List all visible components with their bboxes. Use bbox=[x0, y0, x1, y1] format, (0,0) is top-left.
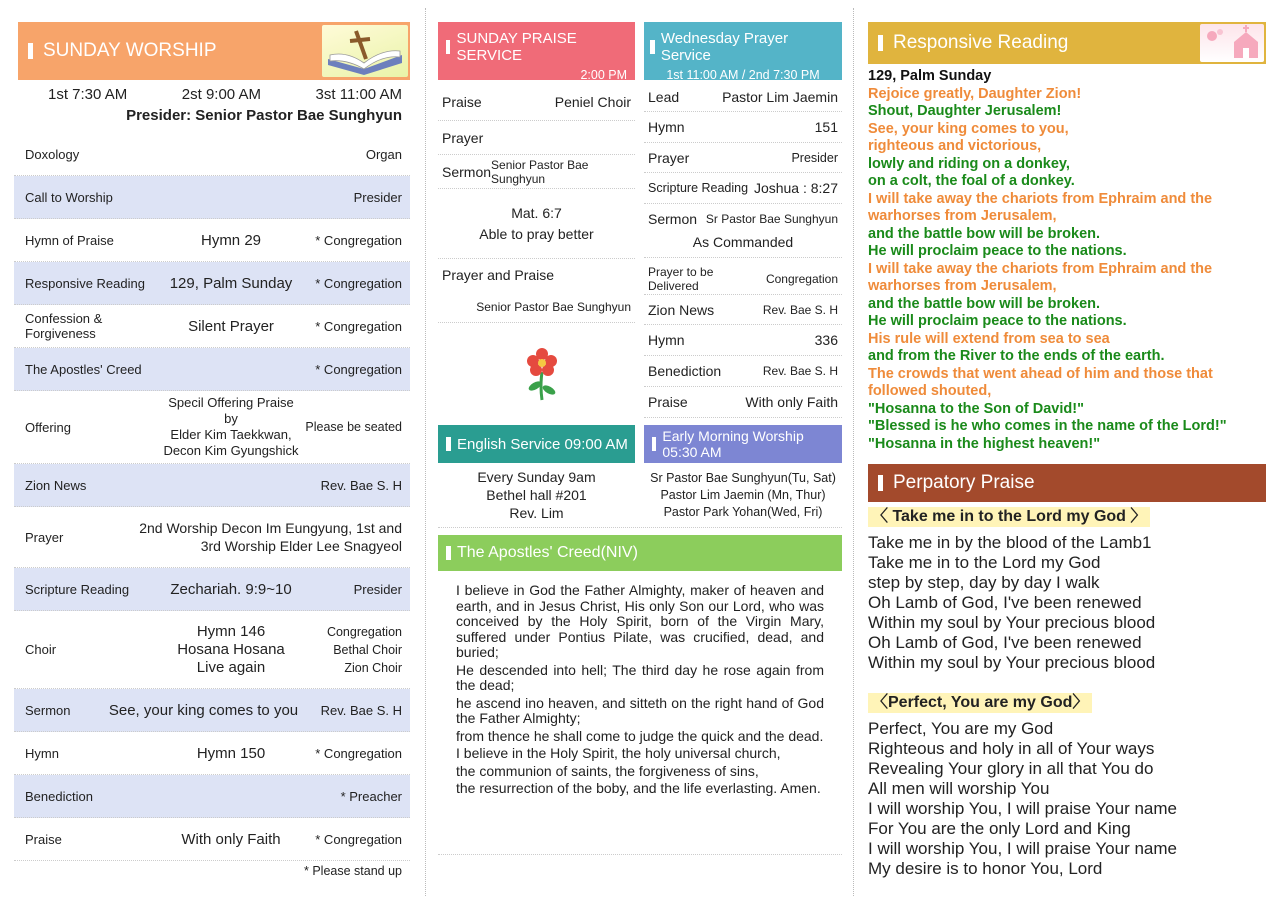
wed-value: Presider bbox=[791, 150, 838, 165]
song-line: Within my soul by Your precious blood bbox=[868, 613, 1156, 632]
song-line: Revealing Your glory in all that You do bbox=[868, 759, 1154, 778]
order-row bbox=[14, 305, 410, 348]
early-line: Pastor Lim Jaemin (Mn, Thur) bbox=[660, 488, 826, 502]
creed-paragraph: from thence he shall come to judge the quick and the dead. bbox=[456, 727, 824, 744]
creed-text bbox=[456, 583, 824, 799]
order-row bbox=[14, 689, 410, 732]
song-line: For You are the only Lord and King bbox=[868, 819, 1131, 838]
order-label: The Apostles' Creed bbox=[25, 361, 142, 377]
song-title: 〈 Take me in to the Lord my God 〉 bbox=[868, 507, 1150, 527]
order-row bbox=[14, 219, 410, 262]
creed-paragraph: He descended into hell; The third day he rose again from the dead; bbox=[456, 661, 824, 693]
order-label: Sermon bbox=[25, 702, 71, 718]
sermon-title: Able to pray better bbox=[479, 225, 594, 242]
order-label: Call to Worship bbox=[25, 189, 113, 205]
wednesday-body bbox=[644, 82, 842, 258]
order-label: Hymn of Praise bbox=[25, 232, 114, 248]
bible-icon bbox=[322, 25, 408, 77]
wednesday-time: 1st 11:00 AM / 2nd 7:30 PM bbox=[666, 68, 820, 82]
wed-label: Prayer bbox=[648, 149, 690, 166]
song-line: All men will worship You bbox=[868, 779, 1050, 798]
wed-label: Praise bbox=[648, 394, 688, 410]
sunday-praise-title: SUNDAY PRAISE SERVICE bbox=[456, 30, 577, 64]
order-label: Hymn bbox=[25, 745, 59, 761]
sermon-value: Senior Pastor Bae Sunghyun bbox=[491, 157, 589, 186]
wed-value: Rev. Bae S. H bbox=[762, 364, 838, 378]
divider bbox=[438, 854, 842, 855]
wed-row bbox=[644, 264, 842, 295]
wed-label: Prayer to be Delivered bbox=[648, 265, 714, 293]
order-row bbox=[14, 611, 410, 689]
wed-label: Hymn bbox=[648, 119, 685, 135]
offering-line: Specil Offering Praise by bbox=[168, 395, 294, 426]
creed-title: The Apostles' Creed(NIV) bbox=[457, 544, 638, 561]
offering-line: Elder Kim Taekkwan, bbox=[170, 427, 292, 442]
prayer-row bbox=[438, 121, 635, 155]
order-right: * Congregation bbox=[315, 361, 402, 377]
choir-line: Hosana Hosana bbox=[177, 640, 285, 658]
choir-line: Live again bbox=[196, 658, 266, 676]
song-line: Perfect, You are my God bbox=[868, 719, 1054, 738]
wednesday-body-2 bbox=[644, 264, 842, 418]
reading-line: and the battle bow will be broken. bbox=[868, 295, 1101, 312]
scripture-ref: Mat. 6:7 bbox=[511, 204, 562, 221]
order-mid: Silent Prayer bbox=[188, 317, 274, 335]
creed-paragraph: he ascend ino heaven, and sitteth on the right hand of God the Father Almighty; bbox=[456, 694, 824, 726]
creed-paragraph: I believe in the Holy Spirit, the holy universal church, bbox=[456, 745, 781, 761]
creed-paragraph: the resurrection of the boby, and the life everlasting. Amen. bbox=[456, 780, 821, 796]
order-label: Responsive Reading bbox=[25, 275, 145, 291]
order-row bbox=[14, 775, 410, 818]
wed-row bbox=[644, 325, 842, 356]
praise-value: Peniel Choir bbox=[554, 94, 631, 110]
reading-line: on a colt, the foal of a donkey. bbox=[868, 173, 1075, 189]
wed-sermon-title-row bbox=[644, 234, 842, 258]
order-row bbox=[14, 818, 410, 861]
order-right: * Preacher bbox=[340, 788, 402, 804]
wed-row bbox=[644, 356, 842, 387]
order-right: * Congregation bbox=[315, 831, 402, 847]
reading-line: I will take away the chariots from Ephraim and the warhorses from Jerusalem, bbox=[868, 260, 1213, 294]
wed-row bbox=[644, 112, 842, 143]
song-line: Oh Lamb of God, I've been renewed bbox=[868, 633, 1142, 652]
column-divider bbox=[853, 8, 854, 896]
wed-label: Sermon bbox=[648, 211, 698, 227]
preparatory-praise-header bbox=[868, 464, 1266, 502]
order-label: Benediction bbox=[25, 788, 93, 804]
choir-right-line: Bethal Choir bbox=[333, 642, 402, 657]
flower-icon bbox=[524, 346, 560, 402]
reading-line: His rule will extend from sea to sea bbox=[868, 330, 1110, 347]
wed-label: Benediction bbox=[648, 363, 722, 379]
sermon-label: Sermon bbox=[442, 163, 492, 180]
prayer-praise-label: Prayer and Praise bbox=[442, 267, 555, 283]
wed-row bbox=[644, 295, 842, 325]
reading-line: See, your king comes to you, bbox=[868, 120, 1069, 137]
order-right: Please be seated bbox=[305, 420, 402, 434]
order-mid bbox=[160, 623, 302, 677]
reading-line: lowly and riding on a donkey, bbox=[868, 155, 1070, 172]
song-line: step by step, day by day I walk bbox=[868, 573, 1100, 592]
early-morning-title: Early Morning Worship 05:30 AM bbox=[662, 428, 804, 460]
song-title: 〈Perfect, You are my God〉 bbox=[868, 693, 1092, 713]
english-line: Rev. Lim bbox=[509, 505, 564, 521]
order-label: Doxology bbox=[25, 146, 80, 162]
reading-heading: 129, Palm Sunday bbox=[868, 68, 992, 84]
wednesday-title: Wednesday Prayer Service bbox=[660, 30, 789, 64]
wed-label: Hymn bbox=[648, 332, 685, 348]
prayer-praise-label-row bbox=[438, 259, 635, 291]
english-service-header bbox=[438, 425, 635, 463]
english-service-body bbox=[438, 468, 635, 522]
order-label: Praise bbox=[25, 831, 62, 847]
choir-right-line: Zion Choir bbox=[344, 660, 402, 675]
song-line: I will worship You, I will praise Your name bbox=[868, 839, 1177, 858]
middle-column bbox=[436, 0, 842, 904]
wed-label: Lead bbox=[648, 88, 680, 105]
reading-line: "Hosanna in the highest heaven!" bbox=[868, 435, 1101, 452]
order-right: Rev. Bae S. H bbox=[320, 702, 402, 718]
divider bbox=[438, 527, 842, 528]
sermon-row bbox=[438, 155, 635, 189]
sunday-praise-body bbox=[438, 84, 635, 323]
order-row bbox=[14, 176, 410, 219]
wed-sermon-title: As Commanded bbox=[692, 234, 794, 250]
reading-line: He will proclaim peace to the nations. bbox=[868, 313, 1127, 329]
creed-header bbox=[438, 535, 842, 571]
order-right bbox=[302, 623, 402, 677]
wed-value: Joshua : 8:27 bbox=[753, 180, 838, 196]
praise-row bbox=[438, 84, 635, 121]
creed-paragraph: I believe in God the Father Almighty, maker of heaven and earth, and in Jesus Christ, His only Son our Lord, who was conceived by the Holy Spirit, born of the Virgin Mary, suffered under Pontius Pilate, was crucified, dead, and buried; bbox=[456, 582, 824, 660]
order-label: Confession & Forgiveness bbox=[25, 311, 103, 341]
reading-line: "Hosanna to the Son of David!" bbox=[868, 400, 1084, 417]
english-line: Bethel hall #201 bbox=[486, 487, 587, 503]
order-mid: Hymn 150 bbox=[196, 744, 266, 762]
column-divider bbox=[425, 8, 426, 896]
english-service-title: English Service 09:00 AM bbox=[457, 435, 628, 453]
wed-value: Pastor Lim Jaemin bbox=[722, 88, 838, 105]
wed-row bbox=[644, 173, 842, 204]
presider: Presider: Senior Pastor Bae Sunghyun bbox=[126, 107, 402, 124]
wed-label: Zion News bbox=[648, 301, 715, 318]
wed-value: Congregation bbox=[765, 272, 838, 286]
early-morning-header bbox=[644, 425, 842, 463]
reading-line: Shout, Daughter Jerusalem! bbox=[868, 103, 1062, 119]
order-of-worship bbox=[14, 133, 410, 861]
responsive-reading-title: Responsive Reading bbox=[893, 32, 1069, 53]
order-label: Offering bbox=[25, 419, 72, 435]
order-row bbox=[14, 391, 410, 464]
order-row bbox=[14, 507, 410, 568]
creed-paragraph: the communion of saints, the forgiveness of sins, bbox=[456, 762, 759, 779]
order-right: * Congregation bbox=[315, 232, 402, 248]
early-line: Sr Pastor Bae Sunghyun(Tu, Sat) bbox=[650, 471, 836, 485]
order-label: Choir bbox=[25, 642, 57, 657]
preparatory-praise-title: Perpatory Praise bbox=[893, 472, 1035, 493]
song-line: Take me in by the blood of the Lamb1 bbox=[868, 533, 1152, 552]
song-line: Oh Lamb of God, I've been renewed bbox=[868, 593, 1142, 612]
prayer-praise-value: Senior Pastor Bae Sunghyun bbox=[476, 299, 631, 314]
order-right: Organ bbox=[365, 146, 402, 162]
order-right: Rev. Bae S. H bbox=[320, 477, 402, 493]
song-perfect bbox=[868, 692, 1266, 879]
order-right: * Congregation bbox=[315, 318, 402, 334]
song-line: I will worship You, I will praise Your name bbox=[868, 799, 1177, 818]
wed-row bbox=[644, 387, 842, 418]
order-label: Zion News bbox=[25, 477, 87, 493]
wednesday-header bbox=[644, 22, 842, 80]
order-right: * Congregation bbox=[315, 745, 402, 761]
song-line: Within my soul by Your precious blood bbox=[868, 653, 1156, 672]
english-line: Every Sunday 9am bbox=[477, 469, 596, 485]
service-time: 3st 11:00 AM bbox=[315, 86, 402, 103]
offering-line: Decon Kim Gyungshick bbox=[163, 443, 299, 458]
choir-right-line: Congregation bbox=[326, 624, 402, 639]
order-mid: Zechariah. 9:9~10 bbox=[170, 580, 292, 598]
wed-row bbox=[644, 204, 842, 234]
order-right: * Congregation bbox=[315, 275, 402, 291]
order-row bbox=[14, 348, 410, 391]
reading-line: He will proclaim peace to the nations. bbox=[868, 243, 1127, 259]
wed-value: 151 bbox=[814, 119, 838, 135]
order-row bbox=[14, 568, 410, 611]
order-right: Presider bbox=[353, 189, 402, 205]
sunday-worship-title: SUNDAY WORSHIP bbox=[43, 40, 217, 61]
prayer-line: 3rd Worship Elder Lee Snagyeol bbox=[200, 538, 402, 554]
sunday-praise-header bbox=[438, 22, 635, 80]
choir-line: Hymn 146 bbox=[196, 622, 266, 640]
prayer-detail bbox=[115, 519, 402, 555]
right-column bbox=[868, 0, 1266, 904]
early-morning-body bbox=[644, 470, 842, 521]
prayer-praise-row bbox=[438, 291, 635, 323]
reading-line: righteous and victorious, bbox=[868, 138, 1042, 154]
reading-line: I will take away the chariots from Ephraim and the warhorses from Jerusalem, bbox=[868, 190, 1213, 224]
church-icon bbox=[1200, 24, 1264, 62]
song-line: Righteous and holy in all of Your ways bbox=[868, 739, 1155, 758]
order-label: Prayer bbox=[25, 529, 64, 545]
responsive-reading-text bbox=[868, 68, 1266, 453]
sunday-worship-header bbox=[18, 22, 410, 80]
service-time: 2st 9:00 AM bbox=[181, 86, 261, 103]
song-line: My desire is to honor You, Lord bbox=[868, 859, 1103, 878]
reading-line: Rejoice greatly, Daughter Zion! bbox=[868, 85, 1082, 102]
prayer-label: Prayer bbox=[442, 129, 484, 146]
order-label: Scripture Reading bbox=[25, 581, 130, 597]
responsive-reading-header bbox=[868, 22, 1266, 64]
wed-value: 336 bbox=[814, 332, 838, 348]
order-mid: Hymn 29 bbox=[200, 231, 262, 249]
standup-note: * Please stand up bbox=[304, 864, 402, 878]
wed-row bbox=[644, 82, 842, 112]
order-mid bbox=[160, 395, 302, 459]
order-row bbox=[14, 732, 410, 775]
service-times bbox=[14, 86, 410, 124]
prayer-line: 2nd Worship Decon Im Eungyung, 1st and bbox=[139, 519, 402, 536]
praise-label: Praise bbox=[442, 94, 482, 110]
sunday-praise-time: 2:00 PM bbox=[580, 68, 627, 82]
wed-row bbox=[644, 143, 842, 173]
order-mid: 129, Palm Sunday bbox=[169, 274, 293, 292]
early-line: Pastor Park Yohan(Wed, Fri) bbox=[663, 505, 823, 519]
reading-line: "Blessed is he who comes in the name of the Lord!" bbox=[868, 418, 1227, 434]
song-take-me-in bbox=[868, 506, 1266, 673]
reading-line: The crowds that went ahead of him and those that followed shouted, bbox=[868, 365, 1213, 399]
sermon-text bbox=[438, 189, 635, 259]
order-row bbox=[14, 133, 410, 176]
wed-label: Scripture Reading bbox=[648, 181, 749, 195]
order-mid: With only Faith bbox=[181, 830, 281, 848]
reading-line: and the battle bow will be broken. bbox=[868, 225, 1101, 242]
wed-value: With only Faith bbox=[745, 394, 838, 410]
reading-line: and from the River to the ends of the earth. bbox=[868, 348, 1165, 364]
order-mid: See, your king comes to you bbox=[108, 701, 299, 719]
order-row bbox=[14, 464, 410, 507]
service-time: 1st 7:30 AM bbox=[48, 86, 128, 103]
wed-value: Sr Pastor Bae Sunghyun bbox=[705, 212, 838, 226]
song-line: Take me in to the Lord my God bbox=[868, 553, 1101, 572]
sunday-worship-column bbox=[14, 0, 410, 904]
order-row bbox=[14, 262, 410, 305]
order-right: Presider bbox=[353, 581, 402, 597]
wed-value: Rev. Bae S. H bbox=[762, 302, 838, 317]
